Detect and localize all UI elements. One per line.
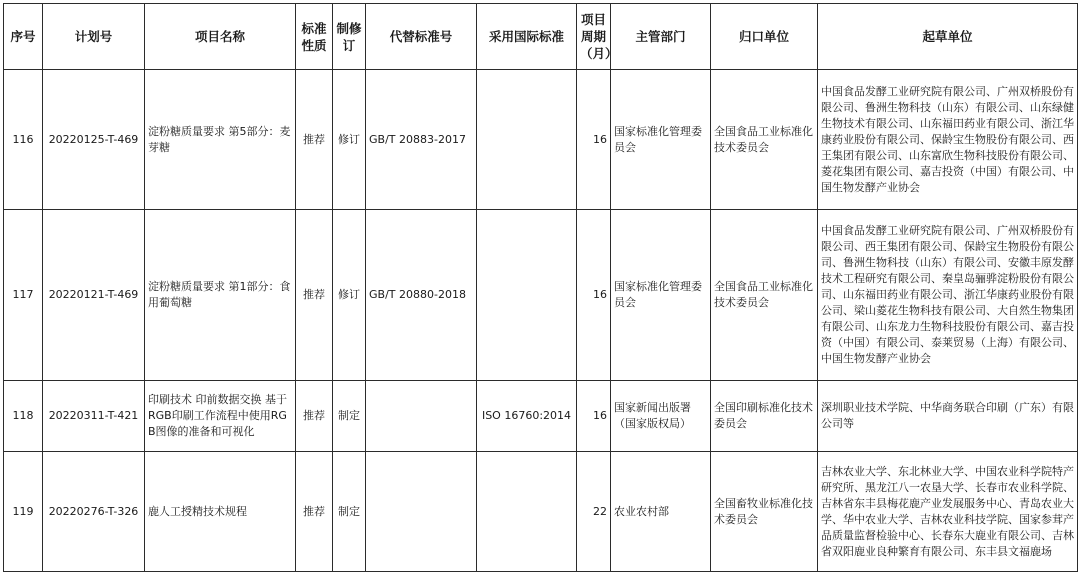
cell-plan-no: 20220276-T-326: [43, 452, 145, 572]
cell-replaced-std: [366, 381, 477, 452]
cell-revise: 制定: [333, 452, 366, 572]
header-period: 项目周期（月）: [577, 4, 611, 70]
cell-replaced-std: GB/T 20880-2018: [366, 210, 477, 381]
cell-project-name: 淀粉糖质量要求 第5部分：麦芽糖: [145, 70, 296, 210]
cell-seq: 119: [4, 452, 43, 572]
cell-authority: 国家新闻出版署（国家版权局）: [611, 381, 711, 452]
cell-centralized-unit: 全国印刷标准化技术委员会: [711, 381, 818, 452]
header-drafting-units: 起草单位: [818, 4, 1078, 70]
cell-seq: 117: [4, 210, 43, 381]
cell-std-nature: 推荐: [296, 210, 333, 381]
table-header-row: [4, 4, 1078, 70]
cell-replaced-std: GB/T 20883-2017: [366, 70, 477, 210]
cell-drafting-units: 吉林农业大学、东北林业大学、中国农业科学院特产研究所、黑龙江八一农垦大学、长春市农业科学院、吉林省东丰县梅花鹿产业发展服务中心、青岛农业大学、华中农业大学、吉林农业科技学院、国家参茸产品质量监督检验中心、长春东大鹿业有限公司、吉林省双阳鹿业良种繁育有限公司、东丰县文福鹿场: [818, 452, 1078, 572]
table-row: [4, 452, 1078, 572]
cell-centralized-unit: 全国食品工业标准化技术委员会: [711, 70, 818, 210]
cell-centralized-unit: 全国畜牧业标准化技术委员会: [711, 452, 818, 572]
table-row: [4, 210, 1078, 381]
cell-drafting-units: 中国食品发酵工业研究院有限公司、广州双桥股份有限公司、西王集团有限公司、保龄宝生物股份有限公司、鲁洲生物科技（山东）有限公司、安徽丰原发酵技术工程研究有限公司、秦皇岛骊骅淀粉股份有限公司、山东福田药业有限公司、浙江华康药业股份有限公司、梁山菱花生物科技有限公司、大自然生物集团有限公司、山东龙力生物科技股份有限公司、嘉吉投资（中国）有限公司、泰莱贸易（上海）有限公司、中国生物发酵产业协会: [818, 210, 1078, 381]
cell-revise: 修订: [333, 70, 366, 210]
header-std-nature: 标准性质: [296, 4, 333, 70]
cell-drafting-units: 中国食品发酵工业研究院有限公司、广州双桥股份有限公司、鲁洲生物科技（山东）有限公司、山东绿健生物技术有限公司、山东福田药业有限公司、浙江华康药业股份有限公司、保龄宝生物股份有限公司、西王集团有限公司、山东富欣生物科技股份有限公司、菱花集团有限公司、嘉吉投资（中国）有限公司、中国生物发酵产业协会: [818, 70, 1078, 210]
cell-authority: 国家标准化管理委员会: [611, 70, 711, 210]
cell-std-nature: 推荐: [296, 381, 333, 452]
standards-plan-table: [3, 3, 1078, 572]
cell-intl-std: ISO 16760:2014: [477, 381, 577, 452]
header-authority: 主管部门: [611, 4, 711, 70]
header-seq: 序号: [4, 4, 43, 70]
cell-replaced-std: [366, 452, 477, 572]
cell-period: 16: [577, 70, 611, 210]
cell-intl-std: [477, 70, 577, 210]
cell-plan-no: 20220121-T-469: [43, 210, 145, 381]
cell-project-name: 淀粉糖质量要求 第1部分：食用葡萄糖: [145, 210, 296, 381]
header-plan-no: 计划号: [43, 4, 145, 70]
cell-std-nature: 推荐: [296, 452, 333, 572]
cell-plan-no: 20220311-T-421: [43, 381, 145, 452]
cell-authority: 农业农村部: [611, 452, 711, 572]
table-row: [4, 381, 1078, 452]
cell-period: 22: [577, 452, 611, 572]
table-row: [4, 70, 1078, 210]
cell-centralized-unit: 全国食品工业标准化技术委员会: [711, 210, 818, 381]
cell-intl-std: [477, 452, 577, 572]
cell-project-name: 印刷技术 印前数据交换 基于RGB印刷工作流程中使用RGB图像的准备和可视化: [145, 381, 296, 452]
cell-revise: 修订: [333, 210, 366, 381]
header-replaced-std: 代替标准号: [366, 4, 477, 70]
cell-drafting-units: 深圳职业技术学院、中华商务联合印刷（广东）有限公司等: [818, 381, 1078, 452]
cell-seq: 118: [4, 381, 43, 452]
cell-intl-std: [477, 210, 577, 381]
cell-seq: 116: [4, 70, 43, 210]
cell-project-name: 鹿人工授精技术规程: [145, 452, 296, 572]
header-revise: 制修订: [333, 4, 366, 70]
header-centralized-unit: 归口单位: [711, 4, 818, 70]
cell-authority: 国家标准化管理委员会: [611, 210, 711, 381]
cell-revise: 制定: [333, 381, 366, 452]
cell-std-nature: 推荐: [296, 70, 333, 210]
header-intl-std: 采用国际标准: [477, 4, 577, 70]
cell-period: 16: [577, 381, 611, 452]
cell-period: 16: [577, 210, 611, 381]
cell-plan-no: 20220125-T-469: [43, 70, 145, 210]
header-project-name: 项目名称: [145, 4, 296, 70]
